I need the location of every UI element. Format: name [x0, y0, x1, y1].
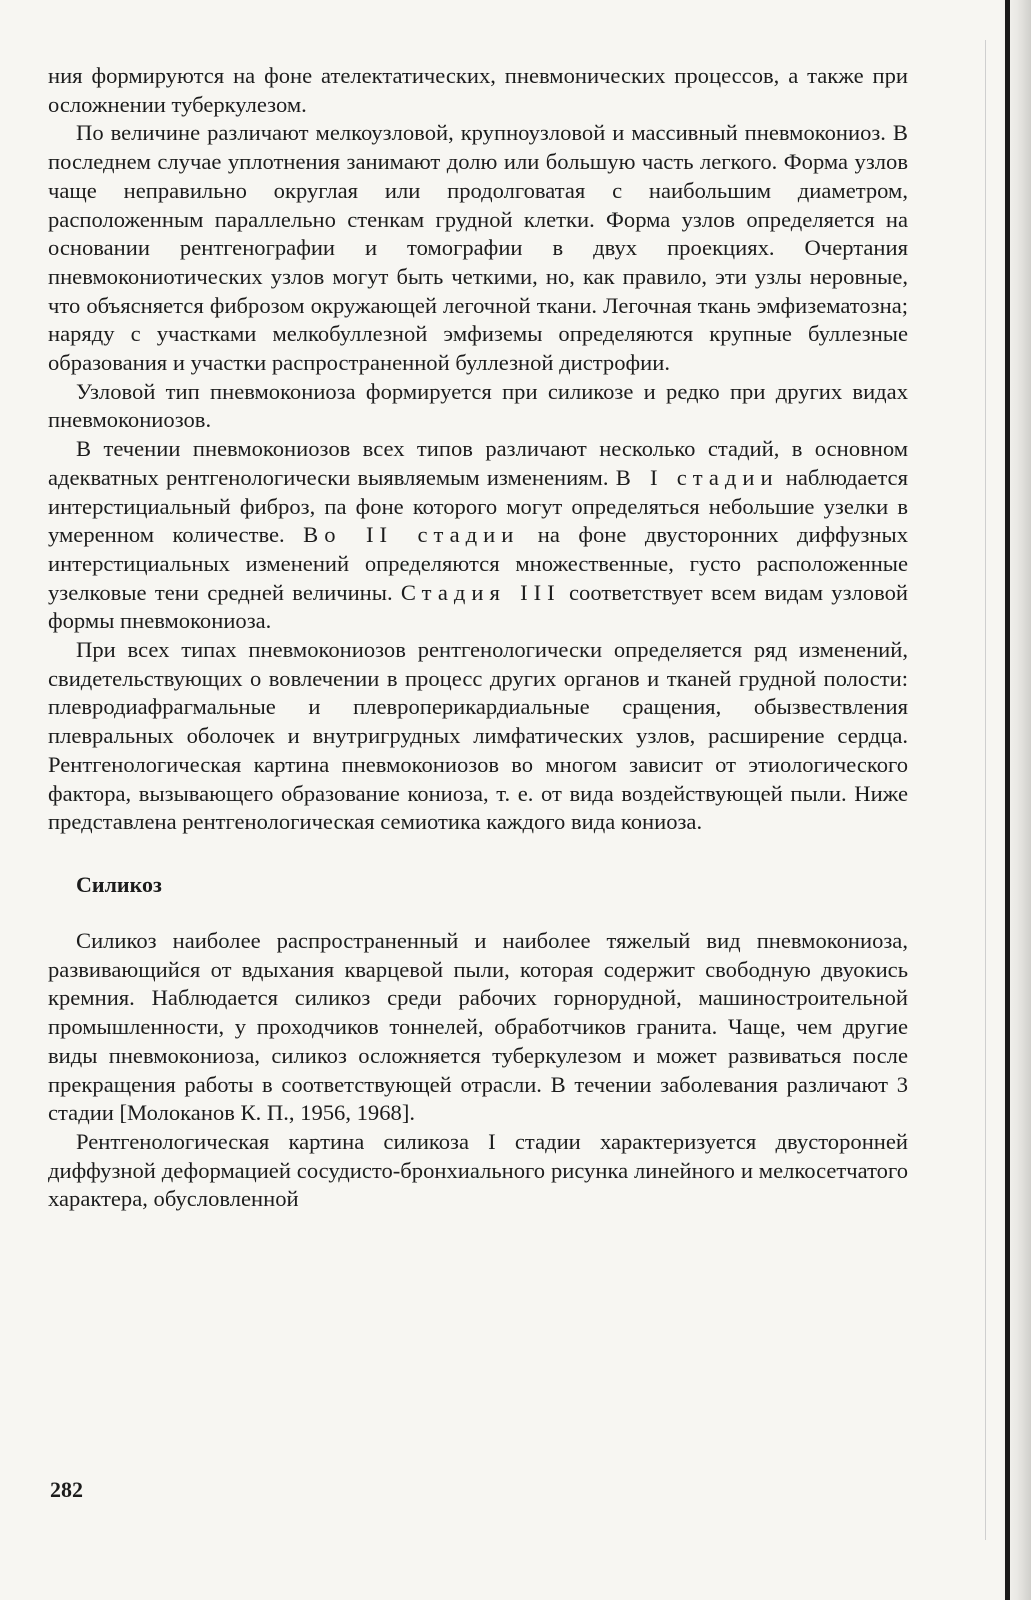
- page-fold-line: [985, 40, 986, 1540]
- paragraph-text: на фоне двусторонних диффузных интерстициальных изменений определяются множественные, густо расположенные узелковые тени средней величины.: [48, 522, 908, 605]
- paragraph-text: В течении пневмокониозов всех типов различают несколько стадий, в основном адекватных рентгенологически выявляемым изменениям.: [48, 436, 908, 490]
- paragraph-radiological-changes: [48, 636, 908, 837]
- paragraph-text: наблюдается интерстициальный фиброз, па фоне которого могут определяться небольшие узелки в умеренном количестве.: [48, 464, 908, 548]
- page-number: 282: [50, 1477, 83, 1502]
- paragraph-node-size: [48, 119, 908, 377]
- paragraph-silicosis-definition: [48, 927, 908, 1128]
- page-binding-edge: [1005, 0, 1010, 1600]
- paragraph-text: Силикоз наиболее распространенный и наиболее тяжелый вид пневмокониоза, развивающийся от вдыхания кварцевой пыли, которая содержит свободную двуокись кремния. Наблюдается силикоз среди рабочих горнорудной, машиностроительной промышленности, у проходчиков тоннелей, обработчиков гранита. Чаще, чем другие виды пневмокониоза, силикоз осложняется туберкулезом и может развиваться после прекращения работы в соответствующей отрасли. В течении заболевания различают 3 стадии [Молоканов К. П., 1956, 1968].: [48, 927, 908, 1126]
- paragraph-text: По величине различают мелкоузловой, крупноузловой и массивный пневмокониоз. В последнем случае уплотнения занимают долю или большую часть легкого. Форма узлов чаще неправильно округлая или продолговатая с наибольшим диаметром, расположенным параллельно стенкам грудной клетки. Форма узлов определяется на основании рентгенографии и томографии в двух проекциях. Очертания пневмокониотических узлов могут быть четкими, но, как правило, эти узлы неровные, что объясняется фиброзом окружающей легочной ткани. Легочная ткань эмфизематозна; наряду с участками мелкобуллезной эмфиземы определяются крупные буллезные образования и участки распространенной буллезной дистрофии.: [48, 120, 908, 376]
- section-heading-text: Силикоз: [76, 871, 162, 897]
- paragraph-text: Рентгенологическая картина силикоза I стадии характеризуется двусторонней диффузной деформацией сосудисто-бронхиального рисунка линейного и мелкосетчатого характера, обусловленной: [48, 1128, 908, 1212]
- paragraph-stages: [48, 435, 908, 636]
- section-heading: [76, 871, 908, 899]
- paragraph-continuation: [48, 62, 908, 119]
- stage-1-term: В I стадии: [615, 464, 779, 490]
- paragraph-nodular-type: [48, 378, 908, 435]
- stage-2-term: Во II стадии: [303, 522, 520, 548]
- paragraph-text: Узловой тип пневмокониоза формируется при силикозе и редко при других видах пневмокониозов.: [48, 378, 908, 433]
- paragraph-text: соответствует всем видам узловой формы пневмокониоза.: [48, 579, 908, 634]
- paragraph-text: При всех типах пневмокониозов рентгенологически определяется ряд изменений, свидетельствующих о вовлечении в процесс других органов и тканей грудной полости: плевродиафрагмальные и плевроперикардиальные сращения, обызвествления плевральных оболочек и внутригрудных лимфатических узлов, расширение сердца. Рентгенологическая картина пневмокониозов во многом зависит от этиологического фактора, вызывающего образование кониоза, т. е. от вида воздействующей пыли. Ниже представлена рентгенологическая семиотика каждого вида кониоза.: [48, 637, 908, 835]
- page-body: [48, 62, 908, 1214]
- paragraph-text: ния формируются на фоне ателектатических, пневмонических процессов, а также при осложнении туберкулезом.: [48, 63, 908, 117]
- paragraph-silicosis-stage-1: [48, 1128, 908, 1214]
- stage-3-term: Стадия III: [400, 579, 561, 605]
